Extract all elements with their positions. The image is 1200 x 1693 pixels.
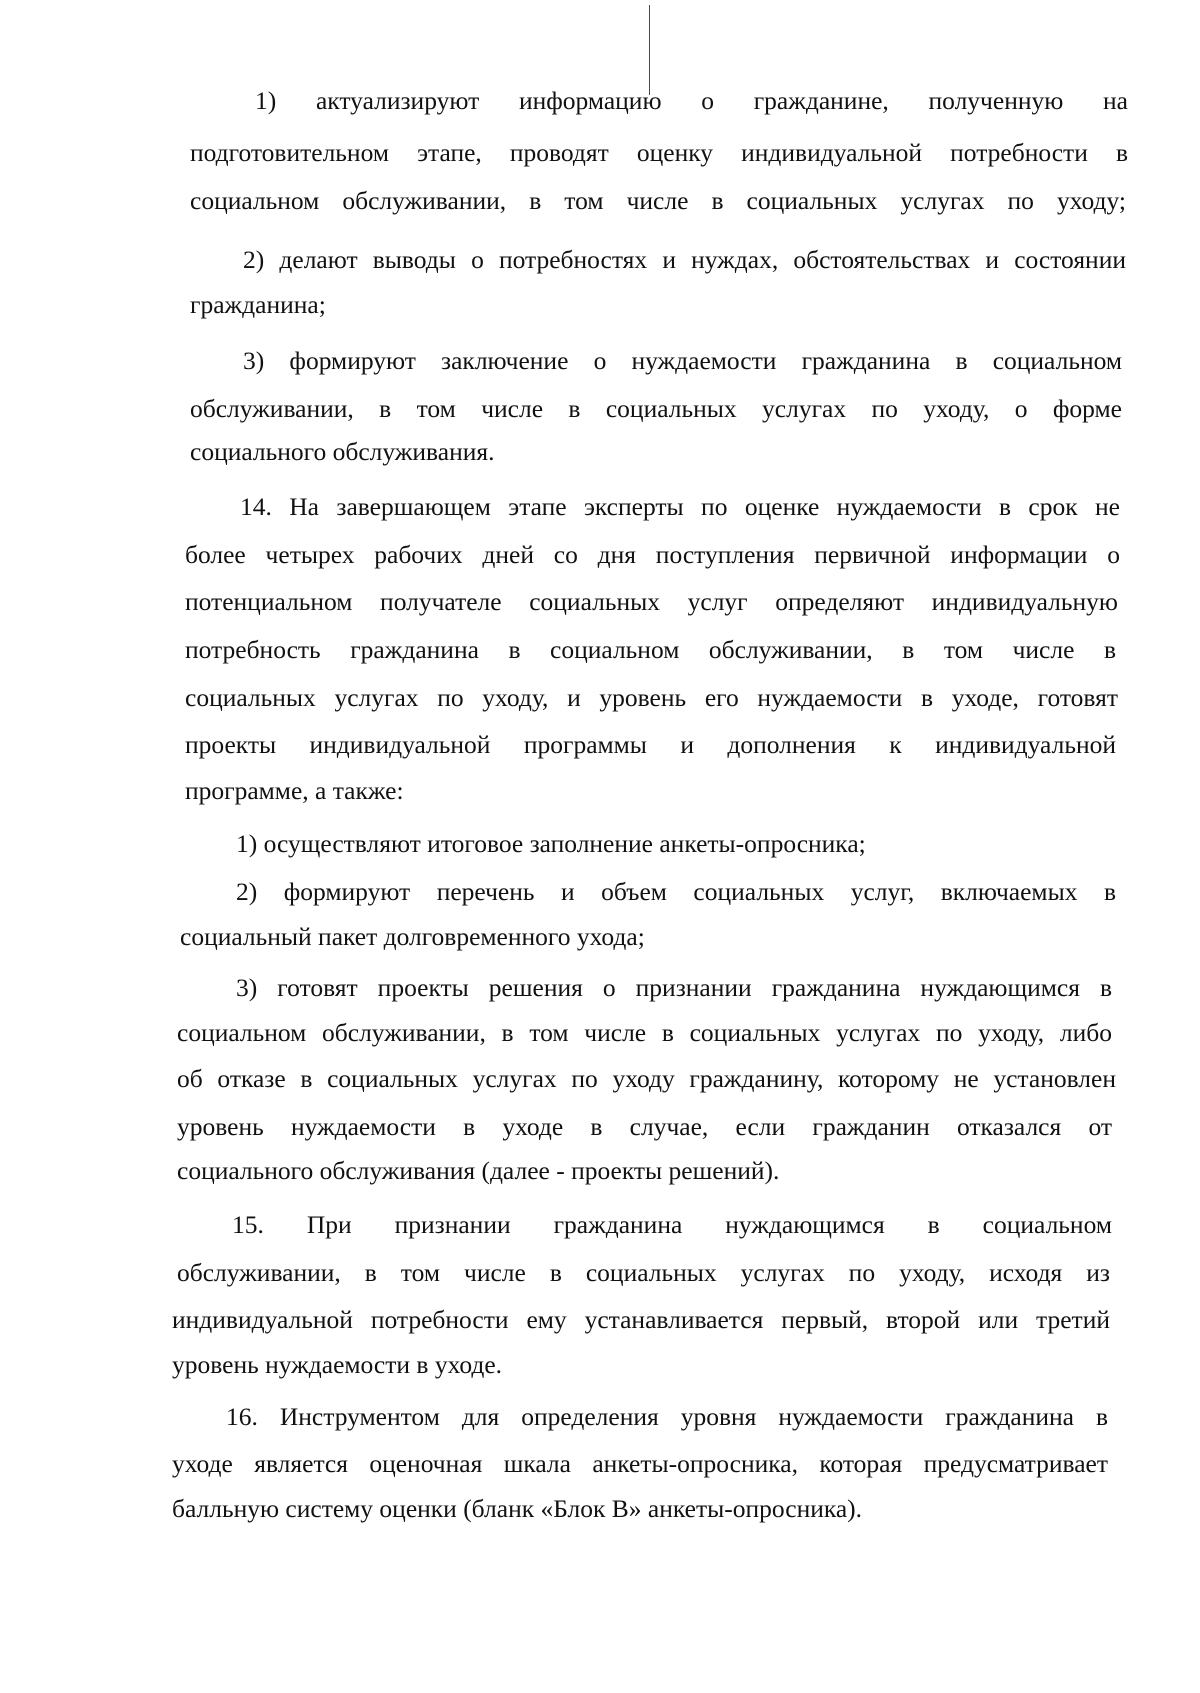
- text-line: уровень нуждаемости в уходе в случае, если гражданин отказался от: [177, 1112, 1112, 1141]
- text-line: 2) делают выводы о потребностях и нуждах, обстоятельствах и состоянии: [243, 245, 1126, 274]
- text-line: социального обслуживания.: [190, 437, 495, 466]
- text-line: 3) формируют заключение о нуждаемости гражданина в социальном: [243, 346, 1122, 375]
- text-line: 2) формируют перечень и объем социальных услуг, включаемых в: [236, 877, 1116, 906]
- text-line: социального обслуживания (далее - проекты решений).: [177, 1156, 780, 1185]
- text-line: социальных услугах по уходу, и уровень его нуждаемости в уходе, готовят: [185, 683, 1118, 712]
- text-line: 15. При признании гражданина нуждающимся в социальном: [232, 1210, 1112, 1239]
- text-line: социальном обслуживании, в том числе в социальных услугах по уходу, либо: [177, 1018, 1112, 1047]
- text-line: более четырех рабочих дней со дня поступления первичной информации о: [185, 540, 1120, 569]
- text-line: 1) актуализируют информацию о гражданине, полученную на: [255, 86, 1128, 115]
- text-line: обслуживании, в том числе в социальных услугах по уходу, исходя из: [177, 1258, 1110, 1287]
- text-line: подготовительном этапе, проводят оценку индивидуальной потребности в: [190, 138, 1128, 167]
- text-line: 14. На завершающем этапе эксперты по оценке нуждаемости в срок не: [240, 492, 1120, 521]
- text-line: гражданина;: [190, 290, 326, 319]
- text-line: 16. Инструментом для определения уровня нуждаемости гражданина в: [226, 1402, 1108, 1431]
- text-line: 1) осуществляют итоговое заполнение анкеты-опросника;: [236, 829, 866, 858]
- text-line: балльную систему оценки (бланк «Блок В» анкеты-опросника).: [172, 1494, 863, 1523]
- text-line: проекты индивидуальной программы и дополнения к индивидуальной: [185, 730, 1116, 759]
- text-line: 3) готовят проекты решения о признании гражданина нуждающимся в: [236, 973, 1112, 1002]
- text-line: социальном обслуживании, в том числе в социальных услугах по уходу;: [190, 186, 1126, 215]
- text-line: обслуживании, в том числе в социальных услугах по уходу, о форме: [190, 394, 1122, 423]
- text-line: индивидуальной потребности ему устанавливается первый, второй или третий: [172, 1305, 1110, 1334]
- text-line: уровень нуждаемости в уходе.: [172, 1350, 503, 1379]
- text-line: уходе является оценочная шкала анкеты-опросника, которая предусматривает: [172, 1449, 1108, 1478]
- text-line: потребность гражданина в социальном обслуживании, в том числе в: [185, 635, 1116, 664]
- text-line: программе, а также:: [185, 776, 404, 805]
- text-line: потенциальном получателе социальных услуг определяют индивидуальную: [185, 587, 1118, 616]
- text-line: социальный пакет долговременного ухода;: [180, 922, 645, 951]
- text-line: об отказе в социальных услугах по уходу гражданину, которому не установлен: [177, 1064, 1116, 1093]
